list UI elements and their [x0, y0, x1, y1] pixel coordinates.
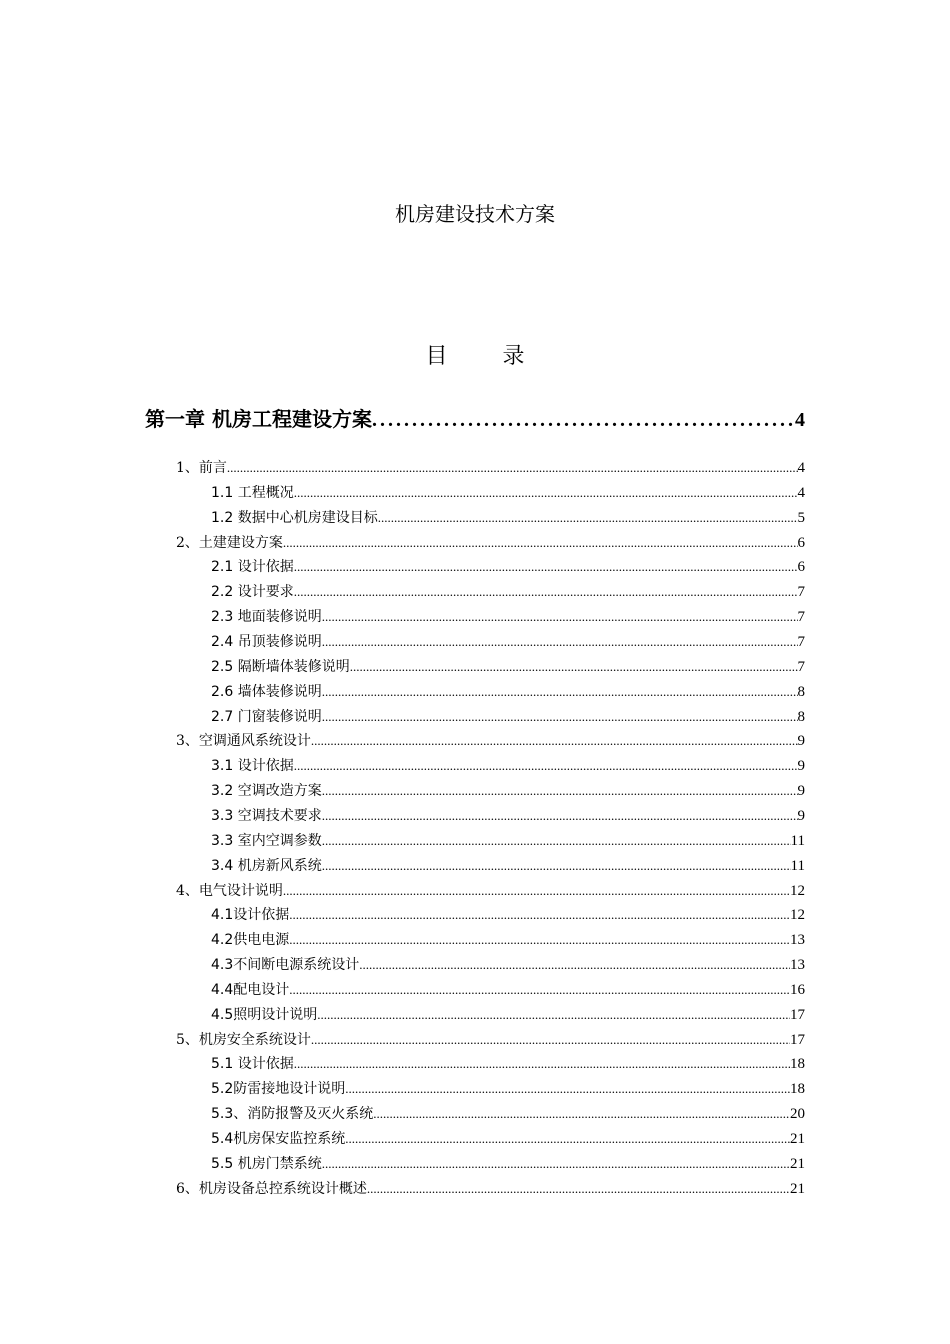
- toc-entry-label: 4、电气设计说明: [176, 882, 283, 899]
- toc-leader-dots: [294, 480, 798, 505]
- toc-chapter-entry[interactable]: [145, 402, 805, 436]
- toc-page-number: 6: [797, 534, 805, 551]
- toc-leader-dots: [322, 803, 798, 828]
- toc-entry[interactable]: [211, 853, 805, 878]
- toc-leader-dots: [317, 1002, 790, 1027]
- toc-chapter-label: 第一章 机房工程建设方案: [145, 407, 372, 431]
- toc-entry[interactable]: [211, 704, 805, 729]
- toc-entry[interactable]: [211, 554, 805, 579]
- toc-page-number: 11: [790, 857, 805, 874]
- toc-entry-label: 4.2供电电源: [211, 932, 290, 949]
- toc-entry-label: 2.1 设计依据: [211, 559, 294, 576]
- toc-entry-label: 5、机房安全系统设计: [176, 1031, 311, 1048]
- toc-page-number: 7: [797, 584, 805, 601]
- toc-page-number: 8: [797, 683, 805, 700]
- toc-leader-dots: [322, 679, 798, 704]
- toc-entry-label: 1、前言: [176, 460, 227, 476]
- toc-entry-label: 2.2 设计要求: [211, 584, 294, 601]
- toc-page-number: 7: [797, 658, 805, 675]
- toc-page-number: 21: [790, 1155, 805, 1172]
- toc-leader-dots: [345, 1076, 790, 1101]
- toc-leader-dots: [322, 778, 798, 803]
- toc-entry[interactable]: [211, 579, 805, 604]
- toc-entry[interactable]: [176, 455, 805, 480]
- toc-entry[interactable]: [176, 728, 805, 753]
- toc-page-number: 9: [797, 758, 805, 775]
- toc-page-number: 7: [797, 609, 805, 626]
- toc-entry-label: 3.2 空调改造方案: [211, 783, 322, 799]
- toc-entry-label: 2、土建建设方案: [176, 534, 283, 551]
- toc-leader-dots: [227, 455, 798, 480]
- toc-leader-dots: [289, 977, 790, 1002]
- toc-page-number: 17: [790, 1031, 805, 1048]
- toc-entry[interactable]: [211, 977, 805, 1002]
- toc-entry-label: 3、空调通风系统设计: [176, 733, 311, 750]
- toc-page-number: 9: [797, 733, 805, 750]
- toc-entry-label: 5.2防雷接地设计说明: [211, 1081, 346, 1098]
- toc-page-number: 13: [790, 932, 805, 949]
- toc-leader-dots: [311, 1027, 790, 1052]
- toc-leader-dots: [359, 952, 790, 977]
- toc-leader-dots: [322, 704, 798, 729]
- toc-leader-dots: [373, 1101, 790, 1126]
- toc-entry[interactable]: [211, 803, 805, 828]
- toc-leader-dots: [294, 554, 798, 579]
- toc-entry-label: 2.6 墙体装修说明: [211, 683, 322, 700]
- toc-leader-dots: [294, 753, 798, 778]
- toc-entry[interactable]: [211, 753, 805, 778]
- toc-entry-label: 3.3 空调技术要求: [211, 807, 322, 824]
- toc-entry[interactable]: [211, 1076, 805, 1101]
- toc-leader-dots: [350, 654, 798, 679]
- toc-heading: 目 录: [425, 344, 549, 369]
- toc-entry[interactable]: [211, 1126, 805, 1151]
- toc-page-number: 21: [790, 1131, 805, 1147]
- toc-page-number: 21: [790, 1180, 805, 1197]
- document-title: 机房建设技术方案: [395, 202, 555, 226]
- toc-page-number: 5: [797, 509, 805, 526]
- toc-entry-label: 5.5 机房门禁系统: [211, 1155, 322, 1172]
- toc-page-number: 13: [790, 957, 805, 973]
- toc-entry[interactable]: [211, 1101, 805, 1126]
- toc-leader-dots: [283, 530, 798, 555]
- toc-leader-dots: [322, 853, 791, 878]
- toc-entry[interactable]: [211, 927, 805, 952]
- toc-page-number: 7: [797, 634, 805, 650]
- toc-entry-label: 5.3、消防报警及灭火系统: [211, 1106, 374, 1123]
- toc-entry-label: 1.1 工程概况: [211, 484, 294, 501]
- toc-entry-label: 6、机房设备总控系统设计概述: [176, 1180, 367, 1197]
- toc-entry[interactable]: [211, 679, 805, 704]
- toc-entry-label: 4.3不间断电源系统设计: [211, 957, 360, 973]
- toc-leader-dots: [294, 579, 798, 604]
- toc-entry[interactable]: [211, 505, 805, 530]
- toc-leader-dots: [378, 505, 798, 530]
- toc-page-number: 12: [790, 907, 805, 924]
- toc-page-number: 17: [790, 1006, 805, 1023]
- toc-leader-dots: [322, 629, 798, 654]
- toc-entry-label: 2.5 隔断墙体装修说明: [211, 658, 350, 675]
- toc-page-number: 4: [797, 460, 805, 476]
- toc-entry-label: 4.1设计依据: [211, 907, 290, 924]
- toc-page-number: 4: [795, 409, 805, 431]
- toc-entry-label: 4.4配电设计: [211, 981, 290, 998]
- toc-page-number: 16: [790, 981, 805, 998]
- toc-leader-dots: [367, 1176, 790, 1201]
- toc-entry-label: 2.4 吊顶装修说明: [211, 634, 322, 650]
- toc-page-number: 4: [797, 484, 805, 501]
- toc-entry[interactable]: [211, 902, 805, 927]
- toc-entry[interactable]: [211, 480, 805, 505]
- toc-entry-label: 2.3 地面装修说明: [211, 609, 322, 626]
- toc-leader-dots: [289, 902, 790, 927]
- toc-entry-label: 5.4机房保安监控系统: [211, 1131, 346, 1147]
- toc-entry[interactable]: [211, 1051, 805, 1076]
- toc-entry-label: 5.1 设计依据: [211, 1056, 294, 1073]
- toc-entry-label: 3.3 室内空调参数: [211, 832, 322, 849]
- toc-page-number: 18: [790, 1056, 805, 1073]
- toc-entry-label: 4.5照明设计说明: [211, 1006, 318, 1023]
- toc-leader-dots: [322, 604, 798, 629]
- toc-entry-label: 1.2 数据中心机房建设目标: [211, 509, 378, 526]
- toc-entry[interactable]: [211, 1002, 805, 1027]
- toc-entry[interactable]: [176, 530, 805, 555]
- toc-entry[interactable]: [211, 952, 805, 977]
- toc-leader-dots: [322, 828, 791, 853]
- toc-page-number: 8: [797, 708, 805, 725]
- toc-leader-dots: [294, 1051, 790, 1076]
- toc-leader-dots: [345, 1126, 790, 1151]
- toc-leader-dots: [372, 403, 795, 437]
- toc-page-number: 20: [790, 1106, 805, 1123]
- toc-entry-label: 3.4 机房新风系统: [211, 857, 322, 874]
- toc-entry[interactable]: [176, 1176, 805, 1201]
- toc-entry[interactable]: [211, 778, 805, 803]
- toc-entry-label: 2.7 门窗装修说明: [211, 708, 322, 725]
- toc-entry[interactable]: [176, 878, 805, 903]
- toc-leader-dots: [322, 1151, 790, 1176]
- toc-leader-dots: [311, 728, 798, 753]
- toc-page-number: 9: [797, 783, 805, 799]
- toc-leader-dots: [283, 878, 790, 903]
- toc-page-number: 6: [797, 559, 805, 576]
- toc-page-number: 18: [790, 1081, 805, 1098]
- toc-entry[interactable]: [211, 1151, 805, 1176]
- toc-entry[interactable]: [211, 629, 805, 654]
- toc-entry[interactable]: [211, 604, 805, 629]
- toc-entry-label: 3.1 设计依据: [211, 758, 294, 775]
- toc-page-number: 11: [790, 832, 805, 849]
- toc-leader-dots: [289, 927, 790, 952]
- toc-entry[interactable]: [176, 1027, 805, 1052]
- toc-entry[interactable]: [211, 828, 805, 853]
- toc-entry[interactable]: [211, 654, 805, 679]
- toc-page-number: 9: [797, 807, 805, 824]
- toc-page-number: 12: [790, 882, 805, 899]
